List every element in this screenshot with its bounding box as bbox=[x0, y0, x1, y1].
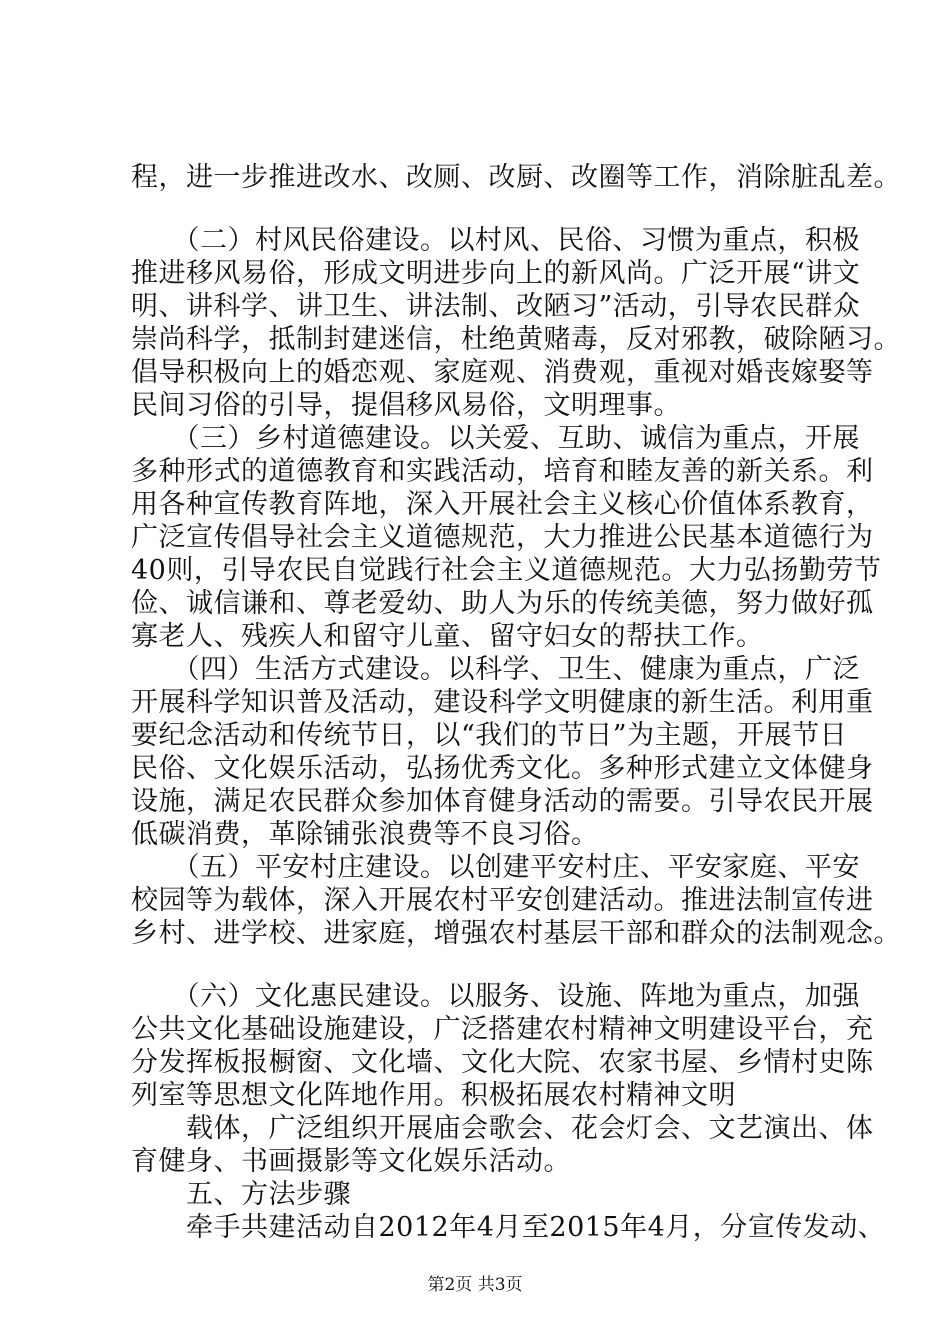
text-line: 开展科学知识普及活动，建设科学文明健康的新生活。利用重 bbox=[131, 687, 874, 718]
text-line: 推进移风易俗，形成文明进步向上的新风尚。广泛开展“讲文 bbox=[131, 258, 861, 289]
text-line: 低碳消费，革除铺张浪费等不良习俗。 bbox=[131, 819, 599, 850]
text-line: 设施，满足农民群众参加体育健身活动的需要。引导农民开展 bbox=[131, 786, 874, 817]
text-line: 俭、诚信谦和、尊老爱幼、助人为乐的传统美德，努力做好孤 bbox=[131, 588, 874, 619]
text-line: 乡村、进学校、进家庭，增强农村基层干部和群众的法制观念。 bbox=[131, 918, 901, 949]
text-line: 倡导积极向上的婚恋观、家庭观、消费观，重视对婚丧嫁娶等 bbox=[131, 357, 874, 388]
text-line: （二）村风民俗建设。以村风、民俗、习惯为重点，积极 bbox=[131, 225, 860, 256]
text-line: 多种形式的道德教育和实践活动，培育和睦友善的新关系。利 bbox=[131, 456, 874, 487]
text-line: 程，进一步推进改水、改厕、改厨、改圈等工作，消除脏乱差。 bbox=[131, 162, 901, 193]
text-line: 民俗、文化娱乐活动，弘扬优秀文化。多种形式建立文体健身 bbox=[131, 753, 874, 784]
text-line: （六）文化惠民建设。以服务、设施、阵地为重点，加强 bbox=[131, 981, 860, 1012]
text-line: 五、方法步骤 bbox=[131, 1179, 351, 1210]
text-line: 公共文化基础设施建设，广泛搭建农村精神文明建设平台，充 bbox=[131, 1014, 874, 1045]
text-line: 寡老人、残疾人和留守儿童、留守妇女的帮扶工作。 bbox=[131, 621, 764, 652]
text-line: （五）平安村庄建设。以创建平安村庄、平安家庭、平安 bbox=[131, 852, 860, 883]
text-line: 广泛宣传倡导社会主义道德规范，大力推进公民基本道德行为 bbox=[131, 522, 874, 553]
text-line: （三）乡村道德建设。以关爱、互助、诚信为重点，开展 bbox=[131, 423, 860, 454]
text-line: 民间习俗的引导，提倡移风易俗，文明理事。 bbox=[131, 390, 681, 421]
text-line: 育健身、书画摄影等文化娱乐活动。 bbox=[131, 1146, 571, 1177]
text-line: 牵手共建活动自2012年4月至2015年4月，分宣传发动、 bbox=[131, 1212, 886, 1243]
text-line: 分发挥板报橱窗、文化墙、文化大院、农家书屋、乡情村史陈 bbox=[131, 1047, 874, 1078]
text-line: 校园等为载体，深入开展农村平安创建活动。推进法制宣传进 bbox=[131, 885, 874, 916]
text-line: 列室等思想文化阵地作用。积极拓展农村精神文明 bbox=[131, 1080, 736, 1111]
text-line: 崇尚科学，抵制封建迷信，杜绝黄赌毒，反对邪教，破除陋习。 bbox=[131, 324, 901, 355]
text-line: 40则，引导农民自觉践行社会主义道德规范。大力弘扬勤劳节 bbox=[131, 555, 882, 586]
text-line: 要纪念活动和传统节日，以“我们的节日”为主题，开展节日 bbox=[131, 720, 848, 751]
text-line: 用各种宣传教育阵地，深入开展社会主义核心价值体系教育， bbox=[131, 489, 874, 520]
text-line: （四）生活方式建设。以科学、卫生、健康为重点，广泛 bbox=[131, 654, 860, 685]
text-line: 载体，广泛组织开展庙会歌会、花会灯会、文艺演出、体 bbox=[131, 1113, 874, 1144]
text-line: 明、讲科学、讲卫生、讲法制、改陋习”活动，引导农民群众 bbox=[131, 291, 861, 322]
page-number-footer: 第2页 共3页 bbox=[427, 1275, 523, 1295]
